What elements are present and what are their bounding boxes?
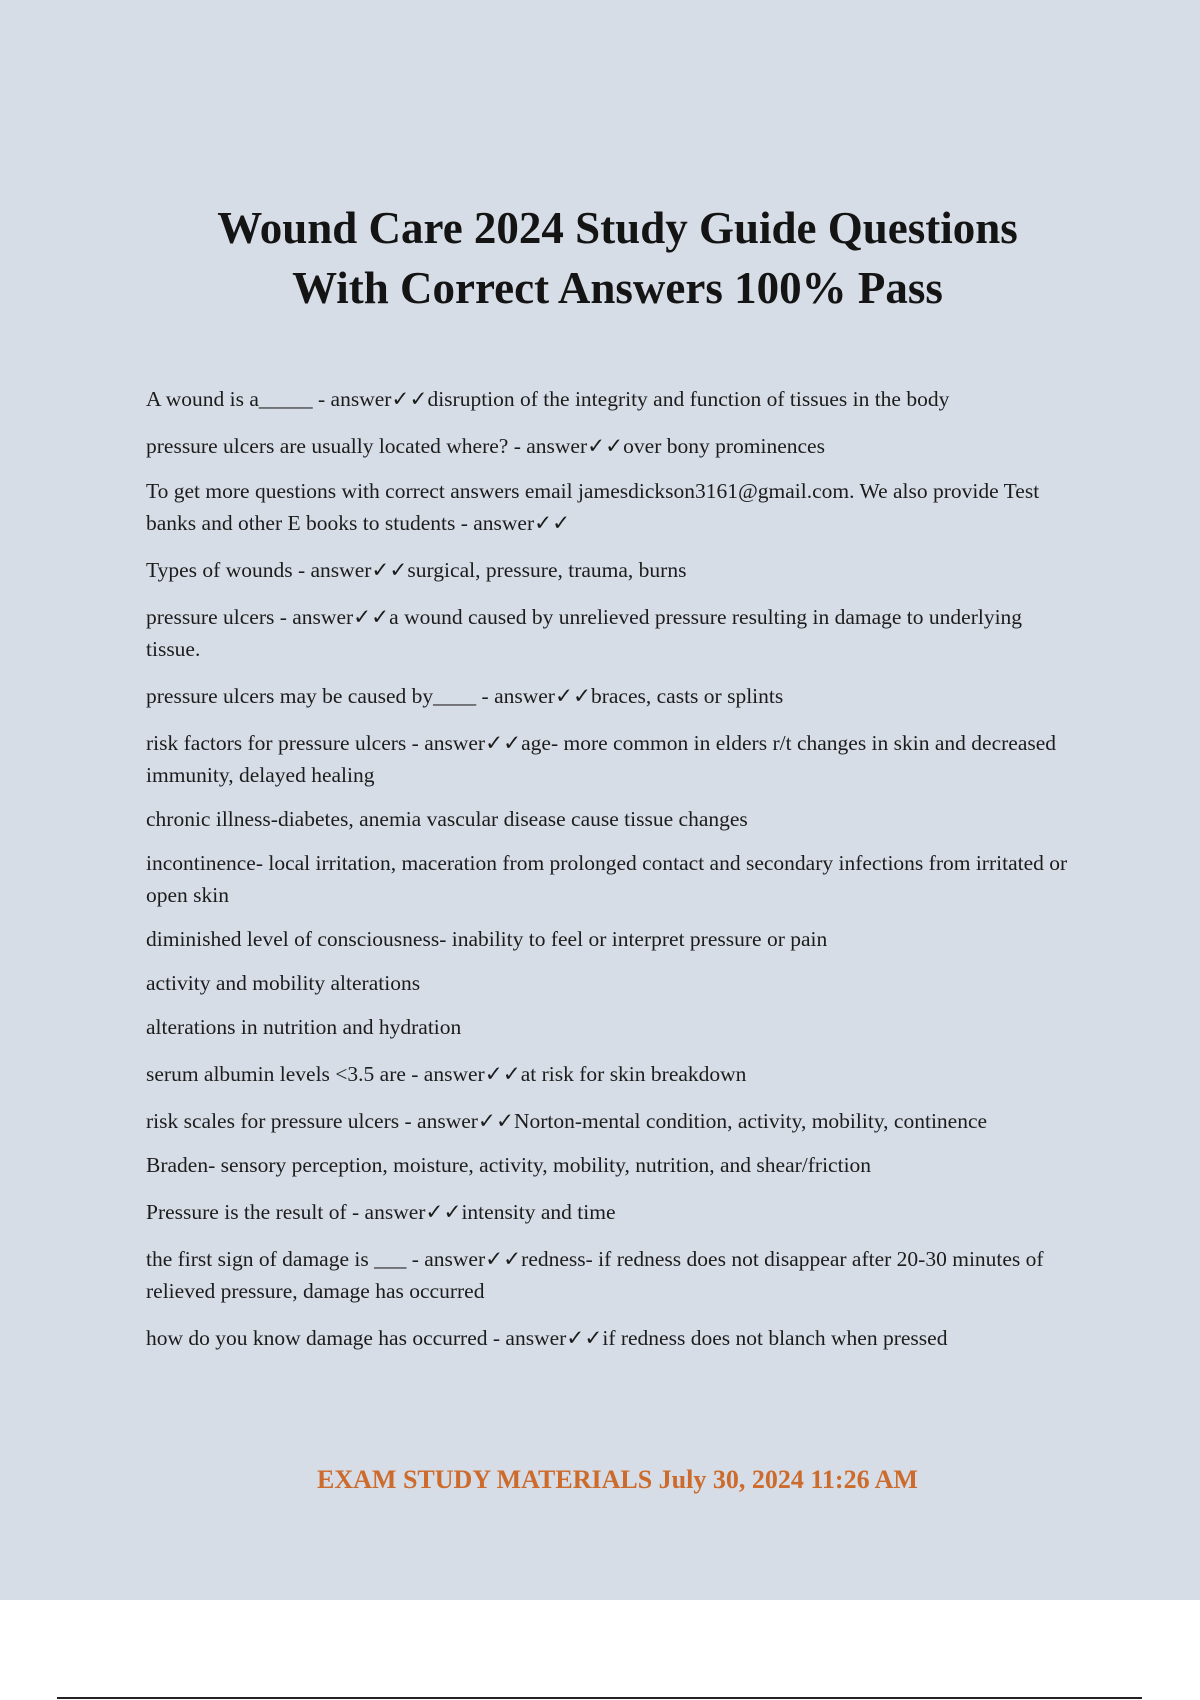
qa-entry: diminished level of consciousness- inability to feel or interpret pressure or pain [146,927,828,951]
qa-entry: Braden- sensory perception, moisture, activity, mobility, nutrition, and shear/friction [146,1153,872,1177]
qa-entry: the first sign of damage is ___ - answer✓✓redness- if redness does not disappear after 20-30 minutes of relieved pressure, damage has occurred [146,1247,1044,1303]
qa-entry: A wound is a_____ - answer✓✓disruption of the integrity and function of tissues in the body [146,387,950,411]
title-line-2: With Correct Answers 100% Pass [292,263,943,314]
qa-entry: risk scales for pressure ulcers - answer✓✓Norton-mental condition, activity, mobility, continence [146,1109,988,1133]
qa-entry-contact-note: To get more questions with correct answers email jamesdickson3161@gmail.com. We also provide Test banks and other E books to students - answer✓✓ [146,479,1040,535]
qa-entry: pressure ulcers may be caused by____ - answer✓✓braces, casts or splints [146,684,784,708]
qa-entry: how do you know damage has occurred - answer✓✓if redness does not blanch when pressed [146,1326,948,1350]
qa-entry: Types of wounds - answer✓✓surgical, pressure, trauma, burns [146,558,687,582]
qa-entry: Pressure is the result of - answer✓✓intensity and time [146,1200,616,1224]
qa-entry: serum albumin levels <3.5 are - answer✓✓at risk for skin breakdown [146,1062,747,1086]
study-guide-content [146,383,1081,1354]
document-title [0,198,1200,318]
bottom-divider [57,1697,1142,1699]
qa-entry: chronic illness-diabetes, anemia vascular disease cause tissue changes [146,807,748,831]
qa-entry: pressure ulcers are usually located where? - answer✓✓over bony prominences [146,434,825,458]
qa-entry: incontinence- local irritation, maceration from prolonged contact and secondary infections from irritated or open skin [146,851,1068,907]
title-line-1: Wound Care 2024 Study Guide Questions [217,203,1018,254]
qa-entry: pressure ulcers - answer✓✓a wound caused by unrelieved pressure resulting in damage to underlying tissue. [146,605,1023,661]
qa-entry: activity and mobility alterations [146,971,421,995]
qa-entry: alterations in nutrition and hydration [146,1015,462,1039]
qa-entry: risk factors for pressure ulcers - answer✓✓age- more common in elders r/t changes in skin and decreased immunity, delayed healing [146,731,1057,787]
exam-materials-footer: EXAM STUDY MATERIALS July 30, 2024 11:26 AM [317,1465,918,1494]
